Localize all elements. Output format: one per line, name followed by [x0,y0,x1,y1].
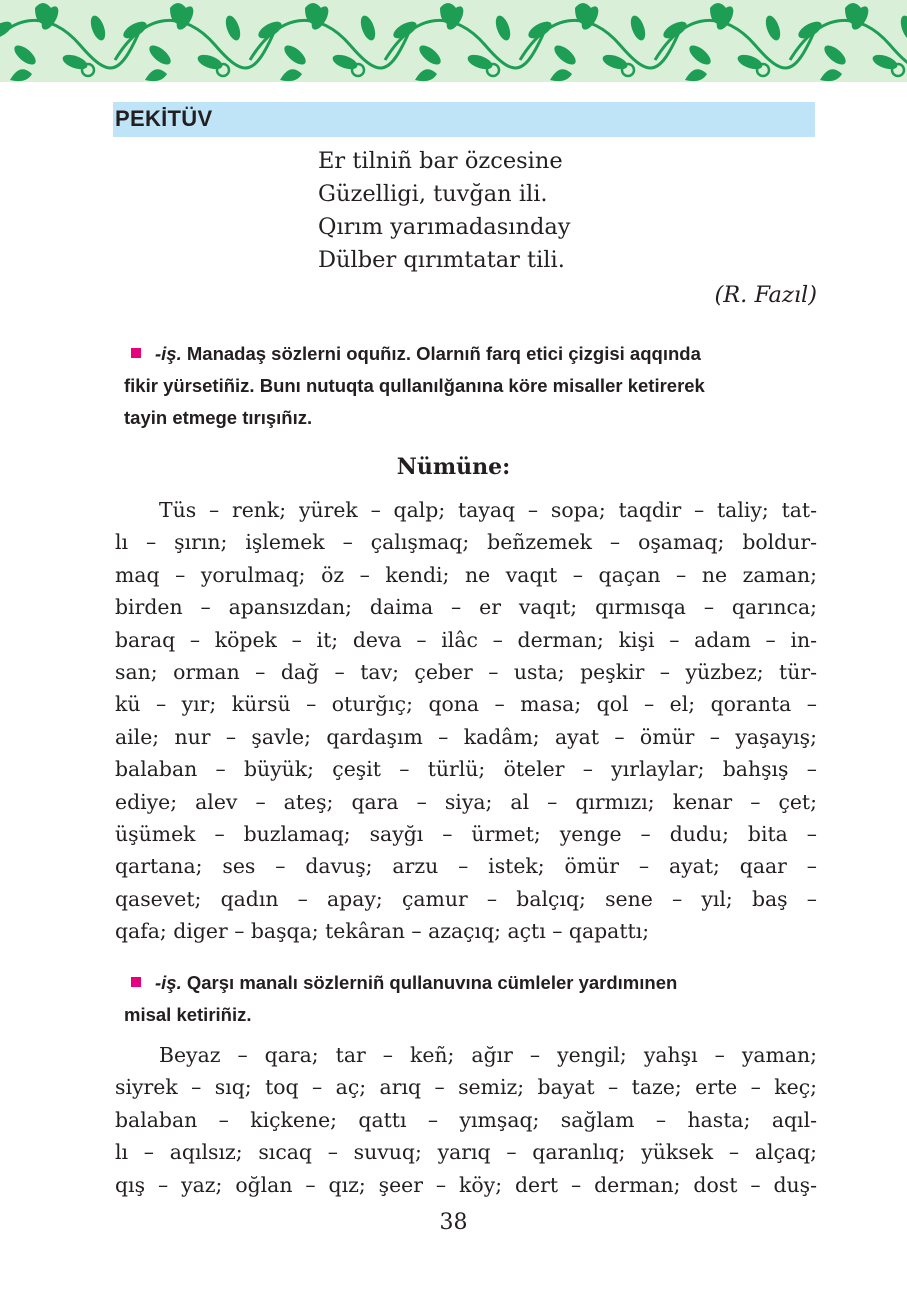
paragraph-line: maq – yorulmaq; öz – kendi; ne vaqıt – qaçan – ne zaman; [115,562,817,587]
task-text-line: Manadaş sözlerni oquñız. Olarnıñ farq etici çizgisi aqqında [181,343,701,364]
square-bullet-icon [131,977,141,987]
square-bullet-icon [131,348,141,358]
paragraph-line: baraq – köpek – it; deva – ilâc – derman; kişi – adam – in- [115,627,817,652]
poem-line: Güzelligi, tuvğan ili. [318,181,548,207]
antonym-paragraph [115,1039,817,1201]
floral-border-icon [0,0,907,82]
paragraph-line: qartana; ses – davuş; arzu – istek; ömür – ayat; qaar – [115,854,817,879]
section-header-bar [113,102,815,137]
example-heading: Nümüne: [396,454,511,480]
paragraph-line: qasevet; qadın – apay; çamur – balçıq; sene – yıl; baş – [115,886,817,911]
task-marker: -iş. [155,972,182,993]
task-text-line: Qarşı manalı sözlerniñ qullanuvına cümleler yardımınen [181,972,678,993]
paragraph-line: balaban – büyük; çeşit – türlü; öteler – yırlaylar; bahşış – [115,757,817,782]
section-title: PEKİTÜV [115,106,213,131]
paragraph-line: siyrek – sıq; toq – aç; arıq – semiz; bayat – taze; erte – keç; [115,1075,817,1100]
paragraph-line: qış – yaz; oğlan – qız; şeer – köy; dert – derman; dost – duş- [115,1172,817,1197]
poem-line: Qırım yarımadasınday [318,214,571,240]
task-text-line: tayin etmege tırışıñız. [124,407,313,428]
paragraph-line: Tüs – renk; yürek – qalp; tayaq – sopa; taqdir – taliy; tat- [159,498,817,522]
poem [318,145,738,277]
task-text-line: misal ketiriñiz. [124,1004,252,1025]
poem-line: Dülber qırımtatar tili. [318,247,565,273]
paragraph-line: kü – yır; kürsü – oturğıç; qona – masa; qol – el; qoranta – [115,692,817,717]
poem-author: (R. Fazıl) [714,282,817,308]
paragraph-line: balaban – kiçkene; qattı – yımşaq; sağlam – hasta; aqıl- [115,1107,817,1132]
paragraph-line: birden – apansızdan; daima – er vaqıt; qırmısqa – qarınca; [115,595,817,620]
paragraph-line: qafa; diger – başqa; tekâran – azaçıq; açtı – qapattı; [115,919,650,944]
paragraph-line: üşümek – buzlamaq; sayğı – ürmet; yenge – dudu; bita – [115,821,817,846]
paragraph-line: ediye; alev – ateş; qara – siya; al – qırmızı; kenar – çet; [115,789,817,814]
paragraph-line: aile; nur – şavle; qardaşım – kadâm; ayat – ömür – yaşayış; [115,724,817,749]
page-number: 38 [439,1210,468,1235]
task-instruction-1 [124,338,824,434]
poem-line: Er tilniñ bar özcesine [318,148,563,174]
task-text-line: fikir yürsetiñiz. Bunı nutuqta qullanılğanına köre misaller ketirerek [124,375,705,396]
paragraph-line: Beyaz – qara; tar – keñ; ağır – yengil; yahşı – yaman; [159,1043,817,1067]
paragraph-line: lı – şırın; işlemek – çalışmaq; beñzemek – oşamaq; boldur- [115,530,817,555]
synonym-paragraph [115,494,817,947]
task-marker: -iş. [155,343,182,364]
paragraph-line: lı – aqılsız; sıcaq – suvuq; yarıq – qaranlıq; yüksek – alçaq; [115,1140,817,1165]
paragraph-line: san; orman – dağ – tav; çeber – usta; peşkir – yüzbez; tür- [115,659,817,684]
task-instruction-2 [124,967,824,1031]
